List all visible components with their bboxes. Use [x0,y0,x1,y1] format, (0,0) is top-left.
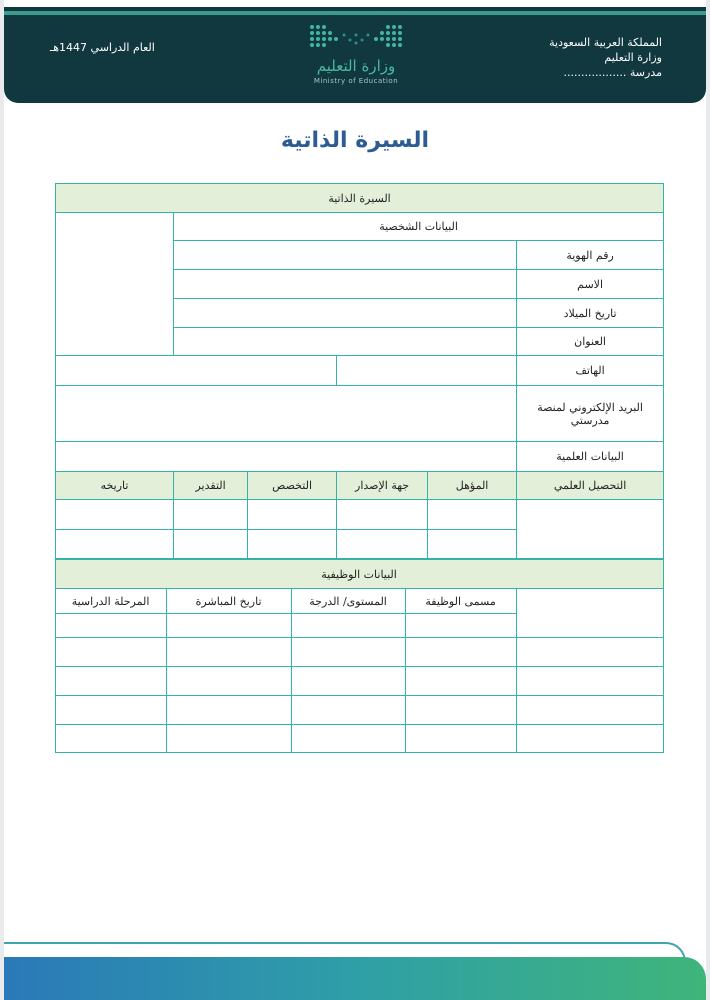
job-header-title: مسمى الوظيفة [405,589,516,614]
job-cell[interactable] [291,614,405,638]
email-label: البريد الإلكتروني لمنصة مدرستي [517,386,664,442]
academic-data-field[interactable] [56,442,517,472]
email-field[interactable] [56,386,517,442]
academic-cell[interactable] [174,500,248,530]
ministry-text: وزارة التعليم [604,51,662,64]
academic-cell[interactable] [248,500,337,530]
job-cell[interactable] [405,614,516,638]
academic-year: العام الدراسي 1447هـ [50,41,155,54]
job-table [55,559,664,753]
academic-cell[interactable] [337,530,428,559]
job-cell[interactable] [405,725,516,753]
logo-english-text: Ministry of Education [313,77,399,85]
academic-header-qualification: المؤهل [428,472,517,500]
job-cell[interactable] [166,614,291,638]
academic-header-issuer: جهة الإصدار [337,472,428,500]
job-cell[interactable] [405,696,516,725]
name-label: الاسم [517,270,664,299]
job-cell[interactable] [291,725,405,753]
phone-field-1[interactable] [337,356,517,386]
job-cell[interactable] [166,725,291,753]
job-cell[interactable] [55,614,166,638]
job-cell[interactable] [291,638,405,667]
birth-date-label: تاريخ الميلاد [517,299,664,328]
phone-field-2[interactable] [56,356,337,386]
academic-cell[interactable] [56,500,174,530]
phone-label: الهاتف [517,356,664,386]
id-number-field[interactable] [174,241,517,270]
job-cell[interactable] [55,667,166,696]
job-cell[interactable] [516,696,663,725]
birth-date-field[interactable] [174,299,517,328]
job-header-start-date: تاريخ المباشرة [166,589,291,614]
job-cell[interactable] [291,667,405,696]
job-cell[interactable] [166,638,291,667]
job-cell[interactable] [166,667,291,696]
academic-attainment-cell[interactable] [517,500,664,559]
address-field[interactable] [174,328,517,356]
name-field[interactable] [174,270,517,299]
academic-cell[interactable] [248,530,337,559]
page-title: السيرة الذاتية [280,128,430,153]
academic-cell[interactable] [174,530,248,559]
job-header-stage: المرحلة الدراسية [55,589,166,614]
job-cell[interactable] [291,696,405,725]
kingdom-text: المملكة العربية السعودية [549,36,662,49]
photo-box[interactable] [56,213,174,356]
school-text: مدرسة .................. [563,66,662,79]
job-cell[interactable] [55,696,166,725]
job-cell[interactable] [55,638,166,667]
logo-dots-icon [308,23,404,53]
academic-header-grade: التقدير [174,472,248,500]
academic-cell[interactable] [428,530,517,559]
job-cell[interactable] [166,696,291,725]
academic-header-date: تاريخه [56,472,174,500]
job-side-cell[interactable] [516,589,663,638]
id-number-label: رقم الهوية [517,241,664,270]
header-org-info [549,35,662,80]
academic-data-label: البيانات العلمية [517,442,664,472]
job-cell[interactable] [405,638,516,667]
academic-header-major: التخصص [248,472,337,500]
ministry-logo [304,23,408,103]
academic-cell[interactable] [337,500,428,530]
job-cell[interactable] [55,725,166,753]
header-stripe [4,11,706,15]
section-personal: البيانات الشخصية [174,213,664,241]
address-label: العنوان [517,328,664,356]
job-cell[interactable] [405,667,516,696]
cv-table [55,183,664,753]
logo-arabic-text: وزارة التعليم [316,57,396,75]
section-job: البيانات الوظيفية [55,560,663,589]
job-cell[interactable] [516,638,663,667]
header-banner [4,7,706,103]
page [4,0,706,1000]
section-cv: السيرة الذاتية [56,184,664,213]
academic-header-attainment: التحصيل العلمي [517,472,664,500]
footer-band [4,957,706,1000]
job-header-level: المستوى/ الدرجة [291,589,405,614]
job-cell[interactable] [516,725,663,753]
academic-cell[interactable] [56,530,174,559]
job-cell[interactable] [516,667,663,696]
academic-cell[interactable] [428,500,517,530]
